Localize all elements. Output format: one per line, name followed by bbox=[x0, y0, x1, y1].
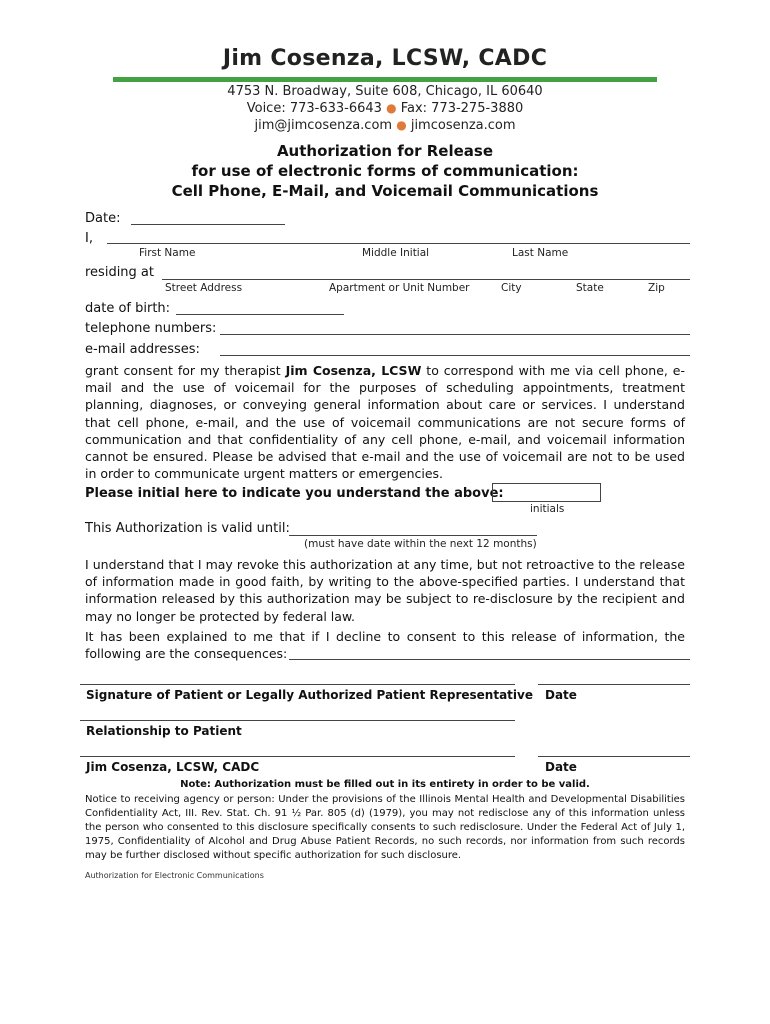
email-web-line bbox=[0, 118, 770, 133]
patient-date-line[interactable] bbox=[538, 684, 690, 685]
bullet-icon: ● bbox=[396, 118, 407, 132]
zip-caption: Zip bbox=[648, 282, 665, 294]
website: jimcosenza.com bbox=[410, 118, 516, 133]
consent-paragraph bbox=[85, 362, 685, 482]
voice-number: Voice: 773-633-6643 bbox=[246, 101, 382, 116]
decline-paragraph: It has been explained to me that if I decline to consent to this release of information, the following are the consequences: bbox=[85, 629, 685, 662]
patient-signature-label: Signature of Patient or Legally Authorized Patient Representative bbox=[86, 688, 533, 702]
consequences-field[interactable] bbox=[289, 659, 690, 660]
patient-date-label: Date bbox=[545, 688, 577, 702]
consent-text-before: grant consent for my therapist bbox=[85, 363, 286, 378]
phone-fax-line bbox=[0, 101, 770, 116]
last-name-caption: Last Name bbox=[512, 247, 569, 259]
valid-until-field[interactable] bbox=[289, 535, 537, 536]
initials-caption: initials bbox=[530, 503, 565, 515]
apartment-caption: Apartment or Unit Number bbox=[329, 282, 470, 294]
consent-text-after: to correspond with me via cell phone, e-mail and the use of voicemail for the purposes of scheduling appointments, treatment planning, diagnoses, or conveying general information about care or services. I understand that cell phone, e-mail, and the use of voicemail communications are not secure forms of communication and that confidentiality of any cell phone, e-mail, and voicemail information cannot be ensured. Please be advised that e-mail and the use of voicemail are not to be used in order to communicate urgent matters or emergencies. bbox=[85, 363, 686, 482]
date-label: Date: bbox=[85, 211, 121, 226]
form-title-line3: Cell Phone, E-Mail, and Voicemail Communications bbox=[171, 182, 599, 200]
valid-until-label: This Authorization is valid until: bbox=[85, 521, 290, 536]
patient-signature-line[interactable] bbox=[80, 684, 515, 685]
email-address: jim@jimcosenza.com bbox=[254, 118, 393, 133]
state-caption: State bbox=[576, 282, 604, 294]
first-name-caption: First Name bbox=[139, 247, 196, 259]
therapist-date-line[interactable] bbox=[538, 756, 690, 757]
therapist-name: Jim Cosenza, LCSW bbox=[285, 363, 422, 378]
header-divider bbox=[113, 77, 657, 82]
initials-box[interactable] bbox=[492, 483, 601, 502]
relationship-line[interactable] bbox=[80, 720, 515, 721]
telephone-field[interactable] bbox=[220, 334, 690, 335]
address: 4753 N. Broadway, Suite 608, Chicago, IL 60640 bbox=[227, 84, 543, 99]
dob-field[interactable] bbox=[176, 314, 344, 315]
page-footer: Authorization for Electronic Communications bbox=[85, 871, 264, 880]
therapist-signature-label: Jim Cosenza, LCSW, CADC bbox=[86, 760, 260, 774]
initial-prompt: Please initial here to indicate you understand the above: bbox=[85, 486, 504, 501]
residing-label: residing at bbox=[85, 265, 154, 280]
therapist-date-label: Date bbox=[545, 760, 577, 774]
valid-until-note: (must have date within the next 12 months) bbox=[304, 538, 537, 550]
address-field[interactable] bbox=[162, 279, 690, 280]
form-title-line2: for use of electronic forms of communication: bbox=[191, 162, 579, 180]
practitioner-name: Jim Cosenza, LCSW, CADC bbox=[222, 46, 548, 71]
email-field[interactable] bbox=[220, 355, 690, 356]
street-address-caption: Street Address bbox=[165, 282, 243, 294]
therapist-signature-line[interactable] bbox=[80, 756, 515, 757]
fax-number: Fax: 773-275-3880 bbox=[400, 101, 524, 116]
validity-note: Note: Authorization must be filled out in its entirety in order to be valid. bbox=[180, 779, 590, 790]
date-field[interactable] bbox=[131, 224, 285, 225]
name-field[interactable] bbox=[107, 243, 690, 244]
relationship-label: Relationship to Patient bbox=[86, 724, 242, 738]
i-label: I, bbox=[85, 231, 93, 246]
dob-label: date of birth: bbox=[85, 301, 171, 316]
email-label: e-mail addresses: bbox=[85, 342, 200, 357]
form-title-line1: Authorization for Release bbox=[276, 142, 494, 160]
bullet-icon: ● bbox=[386, 101, 397, 115]
middle-initial-caption: Middle Initial bbox=[362, 247, 430, 259]
revoke-paragraph: I understand that I may revoke this authorization at any time, but not retroactive to the release of information made in good faith, by writing to the above-specified parties. I understand that information released by this authorization may be subject to re-disclosure by the recipient and may no longer be protected by federal law. bbox=[85, 557, 685, 624]
telephone-label: telephone numbers: bbox=[85, 321, 217, 336]
city-caption: City bbox=[501, 282, 522, 294]
redisclosure-notice: Notice to receiving agency or person: Under the provisions of the Illinois Mental Health and Developmental Disabilities Confidentiality Act, III. Rev. Stat. Ch. 91 ½ Par. 805 (d) (1979), you may not redisclose any of this information unless the person who consented to this disclosure specifically consents to such redisclosure. Under the Federal Act of July 1, 1975, Confidentiality of Alcohol and Drug Abuse Patient Records, no such records, nor information from such records may be further disclosed without specific authorization for such disclosure. bbox=[85, 794, 685, 861]
